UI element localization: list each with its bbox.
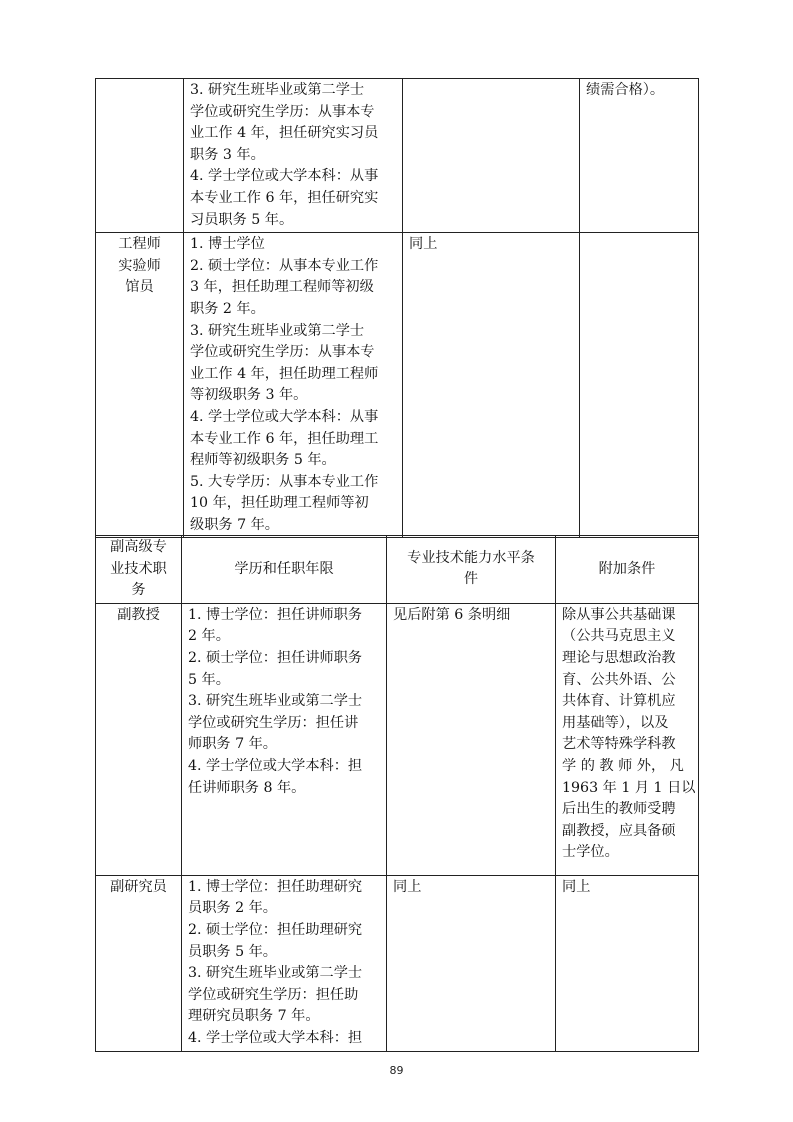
text-line: 任讲师职务 8 年。 <box>188 779 306 796</box>
text-line: 4. 学士学位或大学本科：担 <box>188 1029 363 1046</box>
text-line: 1. 博士学位：担任助理研究 <box>188 878 363 895</box>
text-line: 等初级职务 3 年。 <box>190 387 308 404</box>
position-title-cell <box>96 603 182 875</box>
education-requirement-cell <box>182 603 387 875</box>
header-education <box>182 536 387 604</box>
text-line: 员职务 5 年。 <box>188 943 277 960</box>
text-line: 1. 博士学位：担任讲师职务 <box>188 606 363 623</box>
text-line: 学位或研究生学历：从事本专 <box>190 344 375 361</box>
text-line: 师职务 7 年。 <box>188 736 277 753</box>
text-line: 件 <box>463 571 479 588</box>
text-line: 习员职务 5 年。 <box>190 211 294 228</box>
text-line: 业技术职 <box>110 560 167 577</box>
text-line: 3. 研究生班毕业或第二学士 <box>190 82 365 98</box>
text-line: 士学位。 <box>562 844 619 861</box>
text-line: 绩需合格）。 <box>586 82 665 98</box>
text-line: 学位或研究生学历：担任讲 <box>188 714 359 731</box>
ability-condition-cell <box>387 875 556 1051</box>
position-title-cell <box>96 233 184 538</box>
text-line: 3. 研究生班毕业或第二学士 <box>188 965 363 982</box>
table-row <box>96 79 699 233</box>
ability-condition-cell <box>403 79 580 233</box>
text-line: 副研究员 <box>110 878 167 895</box>
text-line: 育、公共外语、公 <box>562 671 676 688</box>
text-line: 3. 研究生班毕业或第二学士 <box>188 693 363 710</box>
text-line: 共体育、计算机应 <box>562 693 676 710</box>
text-line: 艺术等特殊学科教 <box>562 736 676 753</box>
text-line: 2. 硕士学位：担任助理研究 <box>188 921 363 938</box>
text-line: 级职务 7 年。 <box>190 516 279 533</box>
text-line: 学 的 教 师 外， 凡 <box>562 757 684 774</box>
education-requirement-cell <box>184 79 403 233</box>
text-line: 2. 硕士学位：从事本专业工作 <box>190 257 379 274</box>
page-number: 89 <box>389 1064 404 1077</box>
text-line: 10 年，担任助理工程师等初 <box>190 495 369 512</box>
text-line: 馆员 <box>125 279 154 296</box>
text-line: 5 年。 <box>188 671 230 688</box>
text-line: 4. 学士学位或大学本科：从事 <box>190 408 379 425</box>
text-line: 学位或研究生学历：担任助 <box>188 986 359 1003</box>
table-row <box>96 233 699 538</box>
header-position <box>96 536 182 604</box>
text-line: 理研究员职务 7 年。 <box>188 1008 320 1025</box>
associate-senior-title-table <box>95 535 699 1052</box>
text-line: 1. 博士学位 <box>190 236 265 253</box>
text-line: 后出生的教师受聘 <box>562 801 676 818</box>
text-line: 同上 <box>562 878 591 895</box>
text-line: 程师等初级职务 5 年。 <box>190 452 336 469</box>
text-line: 工程师 <box>118 236 161 253</box>
text-line: 员职务 2 年。 <box>188 900 277 917</box>
text-line: 副高级专 <box>110 539 167 555</box>
text-line: 副教授，应具备硕 <box>562 822 676 839</box>
text-line: 理论与思想政治教 <box>562 649 676 666</box>
qualification-table-continued <box>95 78 699 538</box>
text-line: 附加条件 <box>598 560 656 577</box>
text-line: 同上 <box>393 878 422 895</box>
text-line: 同上 <box>409 236 438 253</box>
text-line: 学位或研究生学历：从事本专 <box>190 103 375 120</box>
education-requirement-cell <box>184 233 403 538</box>
header-additional <box>556 536 699 604</box>
additional-condition-cell <box>556 603 699 875</box>
text-line: 4. 学士学位或大学本科：担 <box>188 757 363 774</box>
text-line: 专业技术能力水平条 <box>407 549 535 566</box>
text-line: 2. 硕士学位：担任讲师职务 <box>188 649 363 666</box>
text-line: 实验师 <box>118 257 161 274</box>
text-line: 职务 3 年。 <box>190 146 265 163</box>
additional-condition-cell <box>580 233 699 538</box>
text-line: 3 年，担任助理工程师等初级 <box>190 279 374 296</box>
text-line: 本专业工作 6 年，担任助理工 <box>190 430 379 447</box>
text-line: 除从事公共基础课 <box>562 606 676 623</box>
text-line: 业工作 4 年，担任助理工程师 <box>190 365 379 382</box>
text-line: 5. 大专学历：从事本专业工作 <box>190 473 379 490</box>
text-line: 4. 学士学位或大学本科：从事 <box>190 168 379 185</box>
text-line: 学历和任职年限 <box>234 560 334 577</box>
ability-condition-cell <box>403 233 580 538</box>
text-line: 本专业工作 6 年，担任研究实 <box>190 189 379 206</box>
position-title-cell <box>96 79 184 233</box>
text-line: （公共马克思主义 <box>562 628 676 645</box>
text-line: 职务 2 年。 <box>190 300 265 317</box>
table-row <box>96 603 699 875</box>
text-line: 务 <box>131 582 146 599</box>
table-row <box>96 875 699 1051</box>
text-line: 2 年。 <box>188 628 230 645</box>
text-line: 业工作 4 年，担任研究实习员 <box>190 125 379 142</box>
education-requirement-cell <box>182 875 387 1051</box>
text-line: 3. 研究生班毕业或第二学士 <box>190 322 365 339</box>
position-title-cell <box>96 875 182 1051</box>
text-line: 副教授 <box>117 606 160 623</box>
ability-condition-cell <box>387 603 556 875</box>
table-header-row <box>96 536 699 604</box>
text-line: 1963 年 1 月 1 日以 <box>562 779 696 796</box>
text-line: 用基础等），以及 <box>562 714 669 731</box>
additional-condition-cell <box>580 79 699 233</box>
additional-condition-cell <box>556 875 699 1051</box>
header-ability <box>387 536 556 604</box>
text-line: 见后附第 6 条明细 <box>393 606 511 623</box>
